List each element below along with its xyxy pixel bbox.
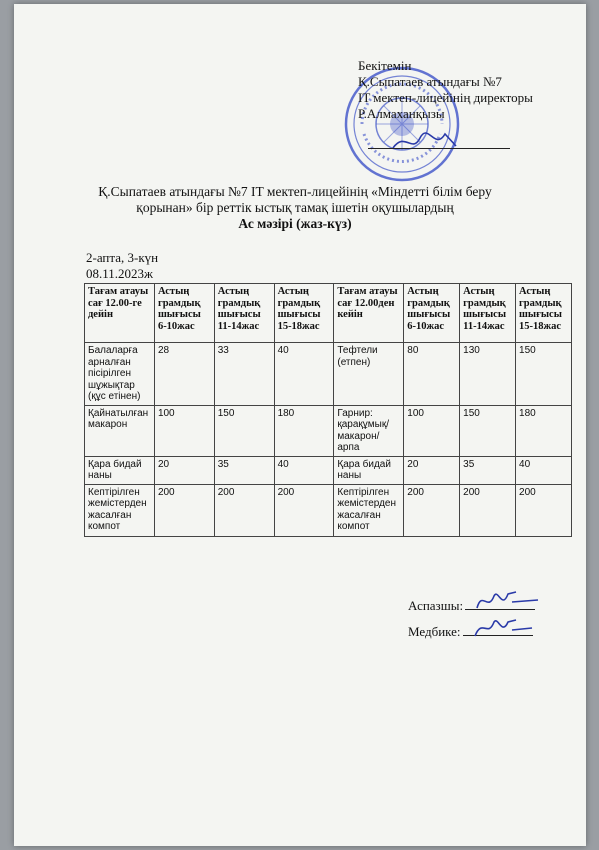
table-cell: Гарнир: қарақұмық/ макарон/ арпа bbox=[334, 405, 404, 456]
table-cell: 200 bbox=[214, 484, 274, 536]
table-cell: 100 bbox=[154, 405, 214, 456]
table-cell: 20 bbox=[404, 456, 460, 484]
table-row bbox=[85, 343, 572, 406]
title-menu: Ас мәзірі (жаз-күз) bbox=[238, 216, 352, 231]
header-cell: Тағам атауы сағ 12.00ден кейін bbox=[334, 284, 404, 343]
approval-block bbox=[358, 58, 558, 122]
menu-date: 08.11.2023ж bbox=[86, 266, 153, 281]
director-signature bbox=[390, 126, 460, 156]
header-cell: Астың грамдық шығысы 11-14жас bbox=[460, 284, 516, 343]
table-cell: 35 bbox=[460, 456, 516, 484]
table-cell: Тефтели (етпен) bbox=[334, 343, 404, 406]
table-cell: 20 bbox=[154, 456, 214, 484]
table-cell: 33 bbox=[214, 343, 274, 406]
table-cell: 35 bbox=[214, 456, 274, 484]
header-cell: Астың грамдық шығысы 6-10жас bbox=[154, 284, 214, 343]
table-cell: Балаларға арналған пісірілген шұжықтар (құс етінен) bbox=[85, 343, 155, 406]
header-cell: Астың грамдық шығысы 11-14жас bbox=[214, 284, 274, 343]
title-line-1: Қ.Сыпатаев атындағы №7 IT мектеп-лицейінің «Міндетті білім беру bbox=[98, 184, 492, 199]
table-cell: 100 bbox=[404, 405, 460, 456]
document-title bbox=[60, 184, 530, 232]
table-cell: 200 bbox=[460, 484, 516, 536]
header-cell: Астың грамдық шығысы 15-18жас bbox=[516, 284, 572, 343]
title-line-2: қорынан» бір реттік ыстық тамақ ішетін оқушылардың bbox=[136, 200, 454, 215]
header-cell: Астың грамдық шығысы 15-18жас bbox=[274, 284, 334, 343]
table-cell: 130 bbox=[460, 343, 516, 406]
table-header-row bbox=[85, 284, 572, 343]
approval-school: Қ.Сыпатаев атындағы №7 bbox=[358, 74, 502, 89]
table-cell: 28 bbox=[154, 343, 214, 406]
table-cell: 40 bbox=[274, 343, 334, 406]
approval-director-name: Р.Алмаханқызы bbox=[358, 106, 445, 121]
table-cell: 150 bbox=[214, 405, 274, 456]
table-cell: 150 bbox=[460, 405, 516, 456]
menu-table bbox=[84, 283, 572, 537]
table-row bbox=[85, 405, 572, 456]
header-cell: Тағам атауы сағ 12.00-ге дейін bbox=[85, 284, 155, 343]
table-row bbox=[85, 456, 572, 484]
table-cell: 40 bbox=[516, 456, 572, 484]
table-cell: 40 bbox=[274, 456, 334, 484]
table-cell: 80 bbox=[404, 343, 460, 406]
table-cell: 200 bbox=[404, 484, 460, 536]
table-cell: 180 bbox=[516, 405, 572, 456]
cook-label: Аспазшы: bbox=[408, 598, 464, 613]
nurse-label: Медбике: bbox=[408, 624, 461, 639]
menu-meta bbox=[86, 250, 158, 282]
table-cell: Қара бидай наны bbox=[334, 456, 404, 484]
table-cell: 180 bbox=[274, 405, 334, 456]
table-cell: 200 bbox=[274, 484, 334, 536]
header-cell: Астың грамдық шығысы 6-10жас bbox=[404, 284, 460, 343]
week-day: 2-апта, 3-күн bbox=[86, 250, 159, 265]
approval-heading: Бекітемін bbox=[358, 58, 412, 73]
nurse-signature bbox=[470, 612, 540, 642]
table-cell: Қайнатылған макарон bbox=[85, 405, 155, 456]
table-cell: Кептірілген жемістерден жасалған компот bbox=[334, 484, 404, 536]
director-signature-line bbox=[368, 148, 510, 149]
table-cell: 200 bbox=[154, 484, 214, 536]
table-cell: Кептірілген жемістерден жасалған компот bbox=[85, 484, 155, 536]
table-row bbox=[85, 484, 572, 536]
table-cell: 200 bbox=[516, 484, 572, 536]
approval-position: IT мектеп-лицейінің директоры bbox=[358, 90, 533, 105]
table-cell: 150 bbox=[516, 343, 572, 406]
table-cell: Қара бидай наны bbox=[85, 456, 155, 484]
